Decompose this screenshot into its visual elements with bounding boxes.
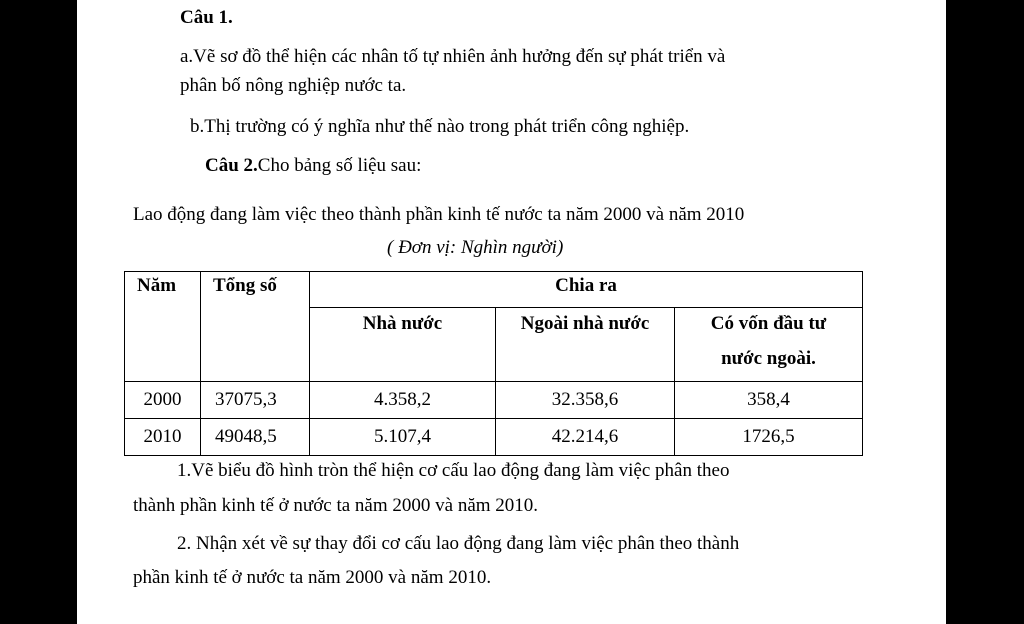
- question-1a-line-1: a.Vẽ sơ đồ thể hiện các nhân tố tự nhiên ảnh hưởng đến sự phát triển và: [180, 46, 726, 67]
- cell-foreign: 1726,5: [675, 419, 863, 456]
- cell-state: 4.358,2: [310, 382, 496, 419]
- header-breakdown: Chia ra: [310, 272, 863, 308]
- cell-year: 2000: [125, 382, 201, 419]
- task-1-line-1: 1.Vẽ biểu đồ hình tròn thể hiện cơ cấu lao động đang làm việc phân theo: [177, 460, 730, 481]
- unit-label: ( Đơn vị: Nghìn người): [387, 237, 564, 258]
- document-page: [77, 0, 946, 624]
- header-foreign-line-2: nước ngoài.: [721, 348, 816, 369]
- cell-state: 5.107,4: [310, 419, 496, 456]
- header-non-state: Ngoài nhà nước: [496, 308, 675, 382]
- cell-non-state: 32.358,6: [496, 382, 675, 419]
- task-2-line-2: phần kinh tế ở nước ta năm 2000 và năm 2010.: [133, 567, 492, 588]
- question-2-title: Câu 2.: [205, 155, 258, 176]
- question-2-intro: Cho bảng số liệu sau:: [257, 155, 422, 176]
- table-row: [125, 419, 863, 456]
- question-2-heading: [205, 155, 421, 177]
- cell-year: 2010: [125, 419, 201, 456]
- table-title: Lao động đang làm việc theo thành phần kinh tế nước ta năm 2000 và năm 2010: [133, 204, 745, 225]
- header-foreign-line-1: Có vốn đầu tư: [710, 313, 827, 334]
- cell-non-state: 42.214,6: [496, 419, 675, 456]
- question-1-title: Câu 1.: [180, 7, 233, 28]
- question-1a-line-2: phân bố nông nghiệp nước ta.: [180, 75, 407, 96]
- question-1b-line: b.Thị trường có ý nghĩa như thế nào trong phát triển công nghiệp.: [190, 116, 690, 137]
- labor-data-table: [124, 271, 863, 456]
- cell-foreign: 358,4: [675, 382, 863, 419]
- header-foreign-investment: [675, 308, 863, 382]
- header-year: Năm: [125, 272, 201, 382]
- table-row: [125, 382, 863, 419]
- header-state: Nhà nước: [310, 308, 496, 382]
- cell-total: 37075,3: [201, 382, 310, 419]
- task-1-line-2: thành phần kinh tế ở nước ta năm 2000 và năm 2010.: [133, 495, 539, 516]
- header-total: Tổng số: [201, 272, 310, 382]
- task-2-line-1: 2. Nhận xét về sự thay đổi cơ cấu lao động đang làm việc phân theo thành: [177, 533, 740, 554]
- cell-total: 49048,5: [201, 419, 310, 456]
